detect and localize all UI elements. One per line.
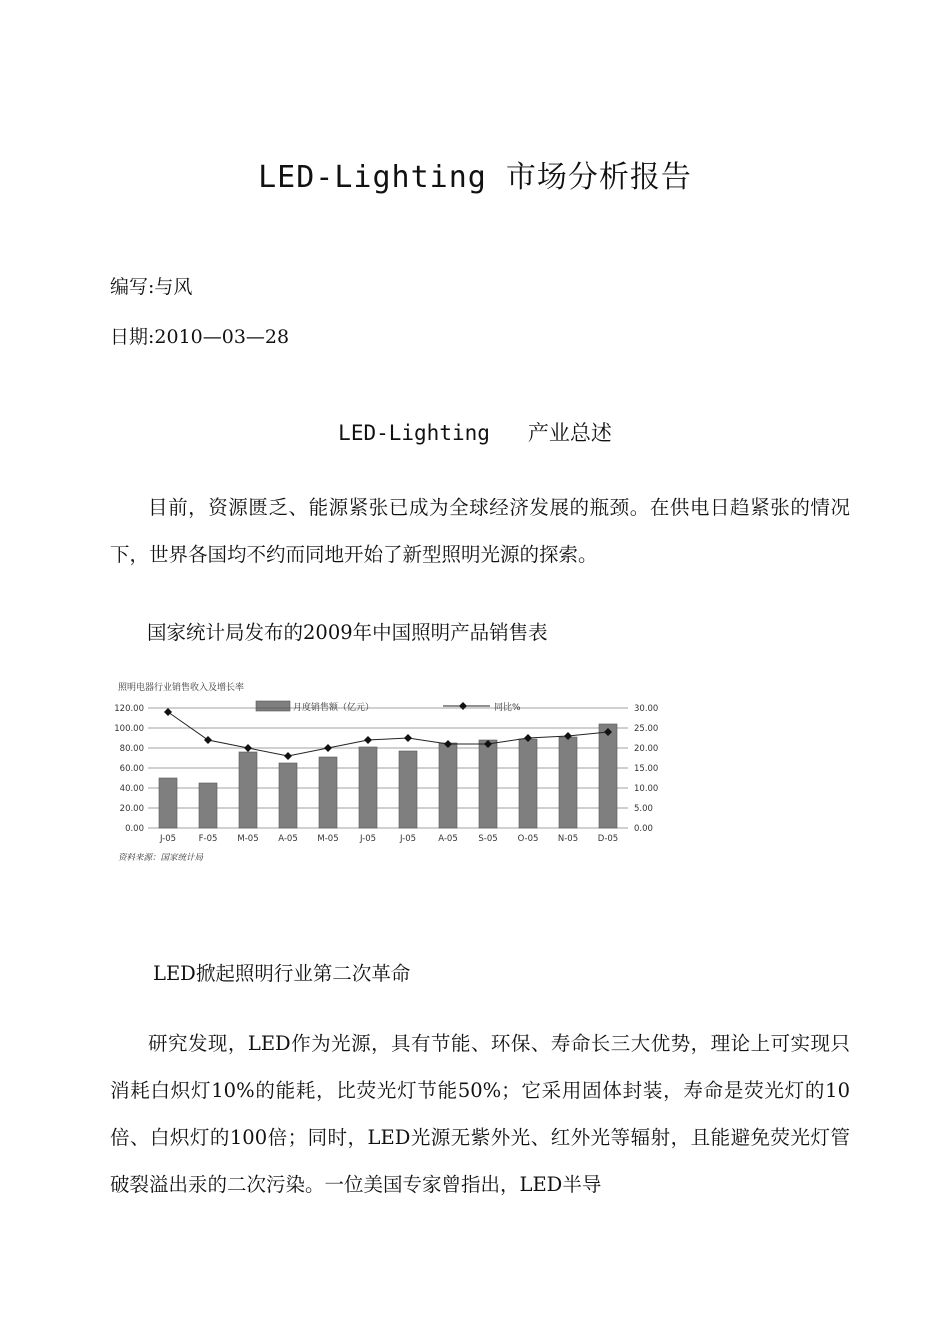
intro-paragraph: 目前，资源匮乏、能源紧张已成为全球经济发展的瓶颈。在供电日趋紧张的情况下，世界各国均不约而同地开始了新型照明光源的探索。 — [110, 496, 850, 566]
document-title: LED-Lighting 市场分析报告 — [258, 160, 692, 195]
right-axis-tick: 25.00 — [634, 724, 659, 734]
bar-4 — [319, 757, 337, 828]
right-axis-tick: 20.00 — [634, 744, 659, 754]
author-line: 编写:与风 — [110, 276, 193, 298]
right-axis-tick: 0.00 — [634, 824, 653, 834]
x-tick: A-05 — [438, 834, 458, 844]
x-tick: A-05 — [278, 834, 298, 844]
left-axis-tick: 60.00 — [119, 764, 144, 774]
x-tick: M-05 — [237, 834, 259, 844]
bar-8 — [479, 740, 497, 828]
bar-10 — [559, 737, 577, 828]
x-tick: J-05 — [359, 834, 377, 844]
bar-1 — [199, 783, 217, 828]
right-axis-tick: 5.00 — [634, 804, 653, 814]
body-paragraph: 研究发现，LED作为光源，具有节能、环保、寿命长三大优势，理论上可实现只消耗白炽灯10%的能耗，比荧光灯节能50%；它采用固体封装，寿命是荧光灯的10倍、白炽灯的100倍；同时，LED光源无紫外光、红外光等辐射，且能避免荧光灯管破裂溢出汞的二次污染。一位美国专家曾指出，LED半导 — [110, 1032, 850, 1196]
left-axis-tick: 120.00 — [114, 704, 144, 714]
x-tick: N-05 — [557, 834, 579, 844]
growth-line — [168, 712, 608, 756]
right-axis-tick: 30.00 — [634, 704, 659, 714]
left-axis-tick: 40.00 — [119, 784, 144, 794]
x-tick: S-05 — [478, 834, 498, 844]
x-tick: M-05 — [317, 834, 339, 844]
x-tick: O-05 — [517, 834, 539, 844]
left-axis-tick: 20.00 — [119, 804, 144, 814]
chart-legend — [256, 701, 521, 713]
chart-source: 资料来源：国家统计局 — [118, 853, 204, 863]
legend-bar-swatch — [256, 701, 290, 711]
growth-point-1 — [204, 736, 212, 744]
subheading: LED掀起照明行业第二次革命 — [153, 962, 411, 985]
sales-chart — [108, 676, 668, 876]
x-tick: D-05 — [597, 834, 619, 844]
bar-2 — [239, 752, 257, 828]
x-tick: F-05 — [198, 834, 218, 844]
growth-point-2 — [244, 744, 252, 752]
right-axis-tick: 15.00 — [634, 764, 659, 774]
chart-caption: 国家统计局发布的2009年中国照明产品销售表 — [147, 621, 548, 644]
left-axis-tick: 100.00 — [114, 724, 144, 734]
bar-5 — [359, 747, 377, 828]
legend-line-marker — [459, 702, 467, 710]
section-title: LED-Lighting 产业总述 — [338, 421, 612, 445]
legend-line-label: 同比% — [494, 703, 521, 713]
growth-point-6 — [404, 734, 412, 742]
right-axis-tick: 10.00 — [634, 784, 659, 794]
sales-chart-svg — [108, 676, 668, 876]
chart-title: 照明电器行业销售收入及增长率 — [118, 683, 245, 693]
date-line: 日期:2010—03—28 — [110, 326, 290, 348]
left-axis-tick: 80.00 — [119, 744, 144, 754]
left-axis-tick: 0.00 — [125, 824, 144, 834]
bar-9 — [519, 739, 537, 828]
legend-bar-label: 月度销售额（亿元） — [293, 703, 375, 713]
x-tick: J-05 — [399, 834, 417, 844]
growth-point-5 — [364, 736, 372, 744]
bar-11 — [599, 724, 617, 828]
growth-point-4 — [324, 744, 332, 752]
bar-6 — [399, 751, 417, 828]
bar-3 — [279, 763, 297, 828]
bar-7 — [439, 743, 457, 828]
growth-point-3 — [284, 752, 292, 760]
x-tick: J-05 — [159, 834, 177, 844]
growth-point-0 — [164, 708, 172, 716]
bar-0 — [159, 778, 177, 828]
